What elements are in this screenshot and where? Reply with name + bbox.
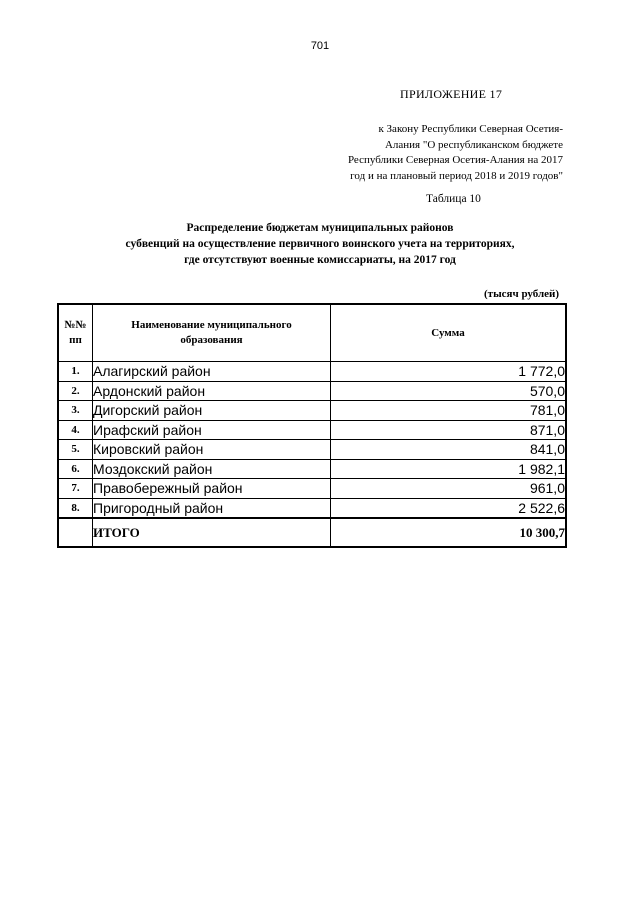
table-header-row — [58, 304, 566, 362]
row-name: Моздокский район — [93, 459, 331, 479]
title-line: Распределение бюджетам муниципальных районов — [186, 222, 454, 234]
document-title — [0, 220, 640, 268]
title-line: где отсутствуют военные комиссариаты, на 2017 год — [184, 254, 456, 266]
table-row — [58, 440, 566, 460]
table-row — [58, 479, 566, 499]
table-row — [58, 401, 566, 421]
row-name: Пригородный район — [93, 498, 331, 518]
total-row — [58, 518, 566, 547]
table-row — [58, 459, 566, 479]
row-amount: 2 522,6 — [331, 498, 567, 518]
row-name: Ардонский район — [93, 381, 331, 401]
row-name: Алагирский район — [93, 362, 331, 382]
row-number: 6. — [58, 459, 93, 479]
law-reference-line: к Закону Республики Северная Осетия- — [378, 123, 563, 135]
header-name-line: образования — [180, 334, 243, 346]
row-number: 3. — [58, 401, 93, 421]
page-number: 701 — [310, 40, 330, 52]
row-amount: 871,0 — [331, 420, 567, 440]
row-amount: 1 982,1 — [331, 459, 567, 479]
table-row — [58, 362, 566, 382]
budget-table — [57, 303, 567, 548]
row-name: Дигорский район — [93, 401, 331, 421]
row-amount: 961,0 — [331, 479, 567, 499]
total-number-cell — [58, 518, 93, 547]
header-number — [58, 304, 93, 362]
law-reference-line: Алания "О республиканском бюджете — [384, 138, 563, 151]
header-number-line: пп — [69, 334, 82, 346]
table-row — [58, 381, 566, 401]
table-row — [58, 498, 566, 518]
row-name: Ирафский район — [93, 420, 331, 440]
row-amount: 570,0 — [331, 381, 567, 401]
header-amount: Сумма — [331, 304, 567, 362]
row-name: Кировский район — [93, 440, 331, 460]
row-amount: 841,0 — [331, 440, 567, 460]
appendix-title: ПРИЛОЖЕНИЕ 17 — [400, 87, 503, 101]
total-label: ИТОГО — [93, 518, 331, 547]
header-name — [93, 304, 331, 362]
row-number: 1. — [58, 362, 93, 382]
law-reference — [303, 122, 563, 184]
row-number: 4. — [58, 420, 93, 440]
total-amount: 10 300,7 — [331, 518, 567, 547]
header-name-line: Наименование муниципального — [131, 319, 292, 331]
row-number: 5. — [58, 440, 93, 460]
law-reference-line: год и на плановый период 2018 и 2019 годов" — [350, 169, 563, 182]
title-line: субвенций на осуществление первичного воинского учета на территориях, — [125, 238, 515, 250]
law-reference-line: Республики Северная Осетия-Алания на 2017 — [347, 154, 563, 166]
row-amount: 781,0 — [331, 401, 567, 421]
row-name: Правобережный район — [93, 479, 331, 499]
header-number-line: №№ — [64, 319, 87, 331]
units-label: (тысяч рублей) — [484, 288, 560, 300]
table-row — [58, 420, 566, 440]
row-number: 8. — [58, 498, 93, 518]
row-number: 7. — [58, 479, 93, 499]
row-amount: 1 772,0 — [331, 362, 567, 382]
row-number: 2. — [58, 381, 93, 401]
table-label: Таблица 10 — [426, 193, 481, 205]
